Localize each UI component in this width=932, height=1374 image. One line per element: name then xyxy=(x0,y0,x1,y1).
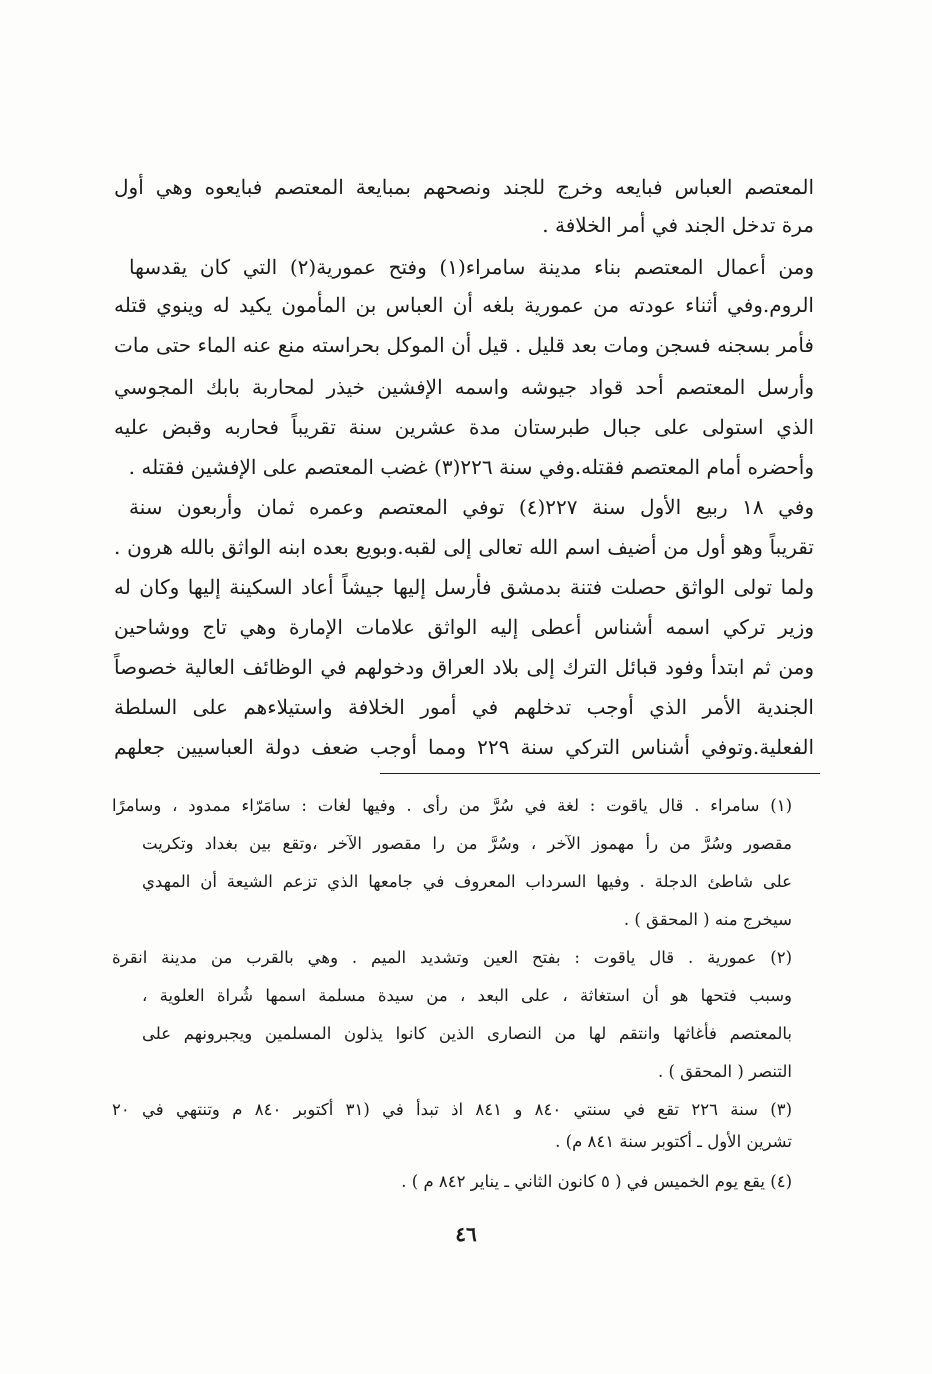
footnote-line: وسبب فتحها هو أن استغاثة ، على البعد ، من سيدة مسلمة اسمها شُراة العلوية ، xyxy=(142,986,792,1005)
footnote-line: (٢) عمورية . قال ياقوت : بفتح العين وتشديد الميم . وهي بالقرب من مدينة انقرة xyxy=(112,948,792,967)
page-number: ٤٦ xyxy=(455,1222,477,1246)
footnote-line: (٣) سنة ٢٢٦ تقع في سنتي ٨٤٠ و ٨٤١ اذ تبدأ في (٣١ أكتوبر ٨٤٠ م وتنتهي في ٢٠ xyxy=(112,1100,792,1119)
body-line: فأمر بسجنه فسجن ومات بعد قليل . قيل أن الموكل بحراسته منع عنه الماء حتى مات xyxy=(114,333,814,357)
footnote-line: سيخرج منه ( المحقق ) . xyxy=(623,910,792,929)
footnote-line: التنصر ( المحقق ) . xyxy=(658,1062,792,1081)
body-line: ولما تولى الواثق حصلت فتنة بدمشق فأرسل إليها جيشاً أعاد السكينة إليها وكان له xyxy=(114,575,815,599)
footnote-line: (١) سامراء . قال ياقوت : لغة في سُرَّ من رأى . وفيها لغات : سامَرّاء ممدود ، وسامرًا xyxy=(112,796,792,815)
body-line: تقريباً وهو أول من أضيف اسم الله تعالى إلى لقبه.وبويع بعده ابنه الواثق بالله هرون . xyxy=(114,535,814,559)
body-line: ومن ثم ابتدأ وفود قبائل الترك إلى بلاد العراق ودخولهم في الوظائف العالية خصوصاً xyxy=(114,655,814,679)
footnote-line: مقصور وسُرَّ من رأ مهموز الآخر ، وسُرَّ من را مقصور الآخر ،وتقع بين بغداد وتكريت xyxy=(142,834,792,853)
body-line: الجندية الأمر الذي أوجب تدخلهم في أمور الخلافة واستيلاءهم على السلطة xyxy=(114,695,814,719)
body-line: وفي ١٨ ربيع الأول سنة ٢٢٧(٤) توفي المعتصم وعمره ثمان وأربعون سنة xyxy=(129,495,814,519)
body-line: الفعلية.وتوفي أشناس التركي سنة ٢٢٩ ومما أوجب ضعف دولة العباسيين جعلهم xyxy=(114,735,815,759)
footnote-line: (٤) يقع يوم الخميس في ( ٥ كانون الثاني ـ يناير ٨٤٢ م ) . xyxy=(401,1172,792,1191)
body-line: مرة تدخل الجند في أمر الخلافة . xyxy=(542,213,814,237)
footnote-line: على شاطئ الدجلة . وفيها السرداب المعروف في جامعها الذي تزعم الشيعة أن المهدي xyxy=(142,872,792,891)
body-line: ومن أعمال المعتصم بناء مدينة سامراء(١) وفتح عمورية(٢) التي كان يقدسها xyxy=(129,255,814,279)
body-line: وأحضره أمام المعتصم فقتله.وفي سنة ٢٢٦(٣) غضب المعتصم على الإفشين فقتله . xyxy=(128,455,814,479)
body-line: وزير تركي اسمه أشناس أعطى إليه الواثق علامات الإمارة وهي تاج ووشاحين xyxy=(114,615,814,639)
footnote-divider xyxy=(380,773,820,774)
body-line: الذي استولى على جبال طبرستان مدة عشرين سنة تقريباً فحاربه وقبض عليه xyxy=(114,415,814,439)
footnote-line: بالمعتصم فأغاثها وانتقم لها من النصارى الذين كانوا يذلون المسلمين ويجبرونهم على xyxy=(142,1024,792,1043)
footnote-line: تشرين الأول ـ أكتوبر سنة ٨٤١ م) . xyxy=(555,1132,792,1151)
body-line: وأرسل المعتصم أحد قواد جيوشه واسمه الإفشين خيذر لمحاربة بابك المجوسي xyxy=(114,375,814,399)
body-line: الروم.وفي أثناء عودته من عمورية بلغه أن العباس بن المأمون يكيد له وينوي قتله xyxy=(114,293,814,317)
body-line: المعتصم العباس فبايعه وخرج للجند ونصحهم بمبايعة المعتصم فبايعوه وهي أول xyxy=(114,175,814,199)
